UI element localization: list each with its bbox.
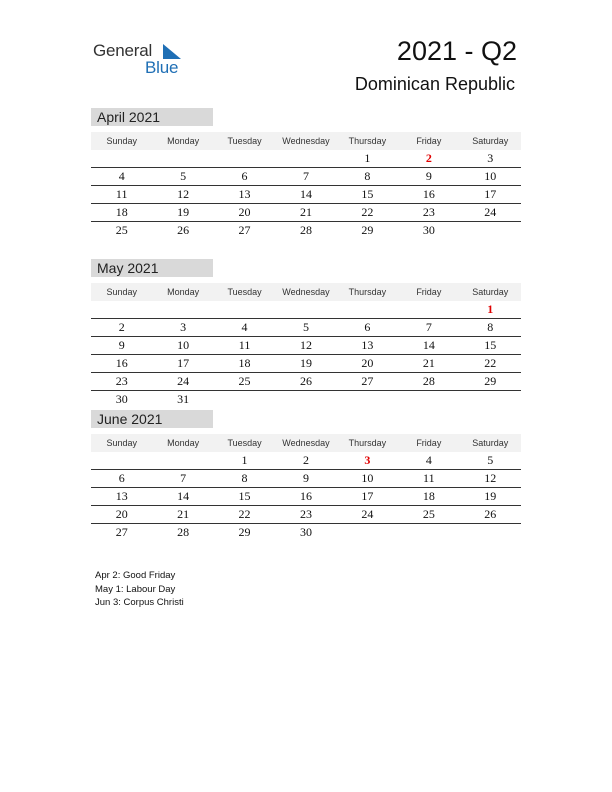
weekday-label: Friday xyxy=(416,438,442,448)
date-cell: 17 xyxy=(177,356,190,370)
date-cell: 11 xyxy=(423,471,435,485)
logo xyxy=(93,41,193,77)
date-cell: 26 xyxy=(484,507,497,521)
weekday-label: Monday xyxy=(167,136,200,146)
date-cell xyxy=(214,391,275,408)
date-cell: 7 xyxy=(302,169,309,183)
date-cell xyxy=(214,150,275,167)
date-cell: 13 xyxy=(361,338,374,352)
date-cell: 15 xyxy=(484,338,497,352)
weekday-label: Saturday xyxy=(472,136,509,146)
logo-text-general: General xyxy=(93,41,153,60)
weekday-label: Wednesday xyxy=(282,287,330,297)
weekday-label: Sunday xyxy=(106,287,137,297)
weekday-header-row xyxy=(91,434,521,452)
weekday-label: Saturday xyxy=(472,287,509,297)
month-title: April 2021 xyxy=(91,108,213,126)
date-cell xyxy=(152,150,213,167)
date-cell: 3 xyxy=(487,151,494,165)
date-cell: 24 xyxy=(177,374,190,388)
weekday-label: Sunday xyxy=(106,136,137,146)
date-cell: 5 xyxy=(487,453,494,467)
week-row xyxy=(91,301,521,319)
page-title: 2021 - Q2 xyxy=(396,36,517,66)
date-cell: 14 xyxy=(422,338,435,352)
date-cell: 21 xyxy=(299,205,312,219)
date-cell: 17 xyxy=(361,489,374,503)
date-cell: 25 xyxy=(422,507,435,521)
date-cell: 25 xyxy=(238,374,251,388)
date-cell: 5 xyxy=(302,320,309,334)
date-cell: 18 xyxy=(238,356,251,370)
date-cell: 20 xyxy=(361,356,374,370)
week-row xyxy=(91,337,521,355)
date-cell xyxy=(214,301,275,318)
weekday-label: Wednesday xyxy=(282,136,330,146)
week-row xyxy=(91,373,521,391)
holiday-notes xyxy=(95,569,184,610)
date-cell: 30 xyxy=(299,525,312,539)
date-cell: 24 xyxy=(484,205,497,219)
date-cell: 8 xyxy=(487,320,494,334)
weekday-label: Friday xyxy=(416,287,442,297)
date-cell: 9 xyxy=(302,471,309,485)
date-cell: 20 xyxy=(238,205,251,219)
date-cell: 11 xyxy=(115,187,128,201)
weekday-label: Sunday xyxy=(106,438,137,448)
date-cell: 30 xyxy=(422,223,435,237)
month-title: June 2021 xyxy=(91,410,213,428)
week-row xyxy=(91,391,521,408)
date-cell: 28 xyxy=(177,525,190,539)
week-row xyxy=(91,204,521,222)
holiday-date: 2 xyxy=(425,151,432,165)
date-cell: 5 xyxy=(180,169,187,183)
date-cell xyxy=(398,301,459,318)
week-row xyxy=(91,488,521,506)
date-cell xyxy=(460,524,521,541)
weekday-label: Tuesday xyxy=(227,438,262,448)
date-cell: 16 xyxy=(115,356,128,370)
date-cell: 20 xyxy=(115,507,128,521)
date-cell: 10 xyxy=(361,471,374,485)
holiday-note: Apr 2: Good Friday xyxy=(95,570,176,581)
week-row xyxy=(91,319,521,337)
date-cell: 4 xyxy=(241,320,248,334)
date-cell: 26 xyxy=(299,374,312,388)
date-cell: 9 xyxy=(425,169,432,183)
date-cell: 8 xyxy=(364,169,371,183)
weekday-label: Tuesday xyxy=(227,287,262,297)
weekday-header-row xyxy=(91,132,521,150)
holiday-date: 3 xyxy=(364,453,371,467)
date-cell: 7 xyxy=(425,320,432,334)
date-cell xyxy=(460,391,521,408)
holiday-note: May 1: Labour Day xyxy=(95,583,176,595)
date-cell: 18 xyxy=(422,489,435,503)
date-cell xyxy=(275,301,336,318)
month-title: May 2021 xyxy=(91,259,213,277)
date-cell xyxy=(337,301,398,318)
date-cell: 11 xyxy=(238,338,251,352)
date-cell: 2 xyxy=(118,320,125,334)
holiday-date: 1 xyxy=(487,302,494,316)
date-cell: 31 xyxy=(177,392,190,406)
date-cell: 13 xyxy=(115,489,128,503)
date-cell: 12 xyxy=(484,471,497,485)
month-june xyxy=(91,410,521,541)
date-cell: 23 xyxy=(422,205,435,219)
weekday-label: Thursday xyxy=(348,136,387,146)
date-cell: 26 xyxy=(177,223,190,237)
week-row xyxy=(91,452,521,470)
date-cell xyxy=(337,391,398,408)
date-cell: 21 xyxy=(422,356,435,370)
date-cell: 14 xyxy=(299,187,312,201)
weekday-label: Monday xyxy=(167,438,200,448)
date-cell xyxy=(152,301,213,318)
holiday-note: Jun 3: Corpus Christi xyxy=(95,597,184,608)
weekday-label: Friday xyxy=(416,136,442,146)
date-cell xyxy=(91,301,152,318)
date-cell: 28 xyxy=(299,223,312,237)
date-cell: 6 xyxy=(364,320,371,334)
date-cell xyxy=(337,524,398,541)
weekday-label: Thursday xyxy=(348,287,387,297)
date-cell: 22 xyxy=(238,507,251,521)
date-cell: 29 xyxy=(361,223,374,237)
date-cell: 16 xyxy=(422,187,435,201)
date-cell: 23 xyxy=(115,374,128,388)
weekday-label: Thursday xyxy=(348,438,387,448)
date-cell: 28 xyxy=(422,374,435,388)
date-cell: 2 xyxy=(302,453,309,467)
date-cell: 12 xyxy=(177,187,190,201)
date-cell: 13 xyxy=(238,187,251,201)
weekday-header-row xyxy=(91,283,521,301)
date-cell: 4 xyxy=(118,169,125,183)
month-april xyxy=(91,108,521,239)
week-row xyxy=(91,168,521,186)
week-row xyxy=(91,150,521,168)
country-name: Dominican Republic xyxy=(354,74,515,94)
date-cell: 10 xyxy=(177,338,190,352)
week-row xyxy=(91,222,521,239)
date-cell: 1 xyxy=(364,151,371,165)
date-cell xyxy=(152,452,213,469)
weekday-label: Monday xyxy=(167,287,200,297)
date-cell: 22 xyxy=(484,356,497,370)
date-cell: 15 xyxy=(238,489,251,503)
date-cell xyxy=(91,150,152,167)
date-cell: 6 xyxy=(118,471,125,485)
date-cell: 18 xyxy=(115,205,128,219)
date-cell xyxy=(460,222,521,239)
date-cell: 1 xyxy=(241,453,248,467)
date-cell: 27 xyxy=(361,374,374,388)
date-cell: 27 xyxy=(238,223,251,237)
date-cell: 17 xyxy=(484,187,497,201)
date-cell: 12 xyxy=(299,338,312,352)
date-cell: 25 xyxy=(115,223,128,237)
date-cell: 30 xyxy=(115,392,128,406)
logo-text-blue: Blue xyxy=(145,58,179,77)
week-row xyxy=(91,355,521,373)
weekday-label: Saturday xyxy=(472,438,509,448)
date-cell: 19 xyxy=(484,489,497,503)
date-cell xyxy=(275,150,336,167)
date-cell xyxy=(398,524,459,541)
date-cell xyxy=(91,452,152,469)
date-cell: 29 xyxy=(484,374,497,388)
date-cell: 27 xyxy=(115,525,128,539)
date-cell: 19 xyxy=(177,205,190,219)
date-cell: 9 xyxy=(118,338,125,352)
date-cell: 23 xyxy=(299,507,312,521)
date-cell: 15 xyxy=(361,187,374,201)
date-cell: 22 xyxy=(361,205,374,219)
week-row xyxy=(91,186,521,204)
weekday-label: Tuesday xyxy=(227,136,262,146)
date-cell: 7 xyxy=(180,471,187,485)
date-cell: 29 xyxy=(238,525,251,539)
date-cell xyxy=(398,391,459,408)
date-cell: 6 xyxy=(241,169,248,183)
weekday-label: Wednesday xyxy=(282,438,330,448)
date-cell: 3 xyxy=(180,320,187,334)
date-cell: 19 xyxy=(299,356,312,370)
date-cell: 8 xyxy=(241,471,248,485)
date-cell: 10 xyxy=(484,169,497,183)
month-may xyxy=(91,259,521,408)
date-cell: 16 xyxy=(299,489,312,503)
date-cell: 4 xyxy=(425,453,432,467)
date-cell: 24 xyxy=(361,507,374,521)
week-row xyxy=(91,470,521,488)
date-cell xyxy=(275,391,336,408)
date-cell: 14 xyxy=(177,489,190,503)
week-row xyxy=(91,524,521,541)
date-cell: 21 xyxy=(177,507,190,521)
week-row xyxy=(91,506,521,524)
